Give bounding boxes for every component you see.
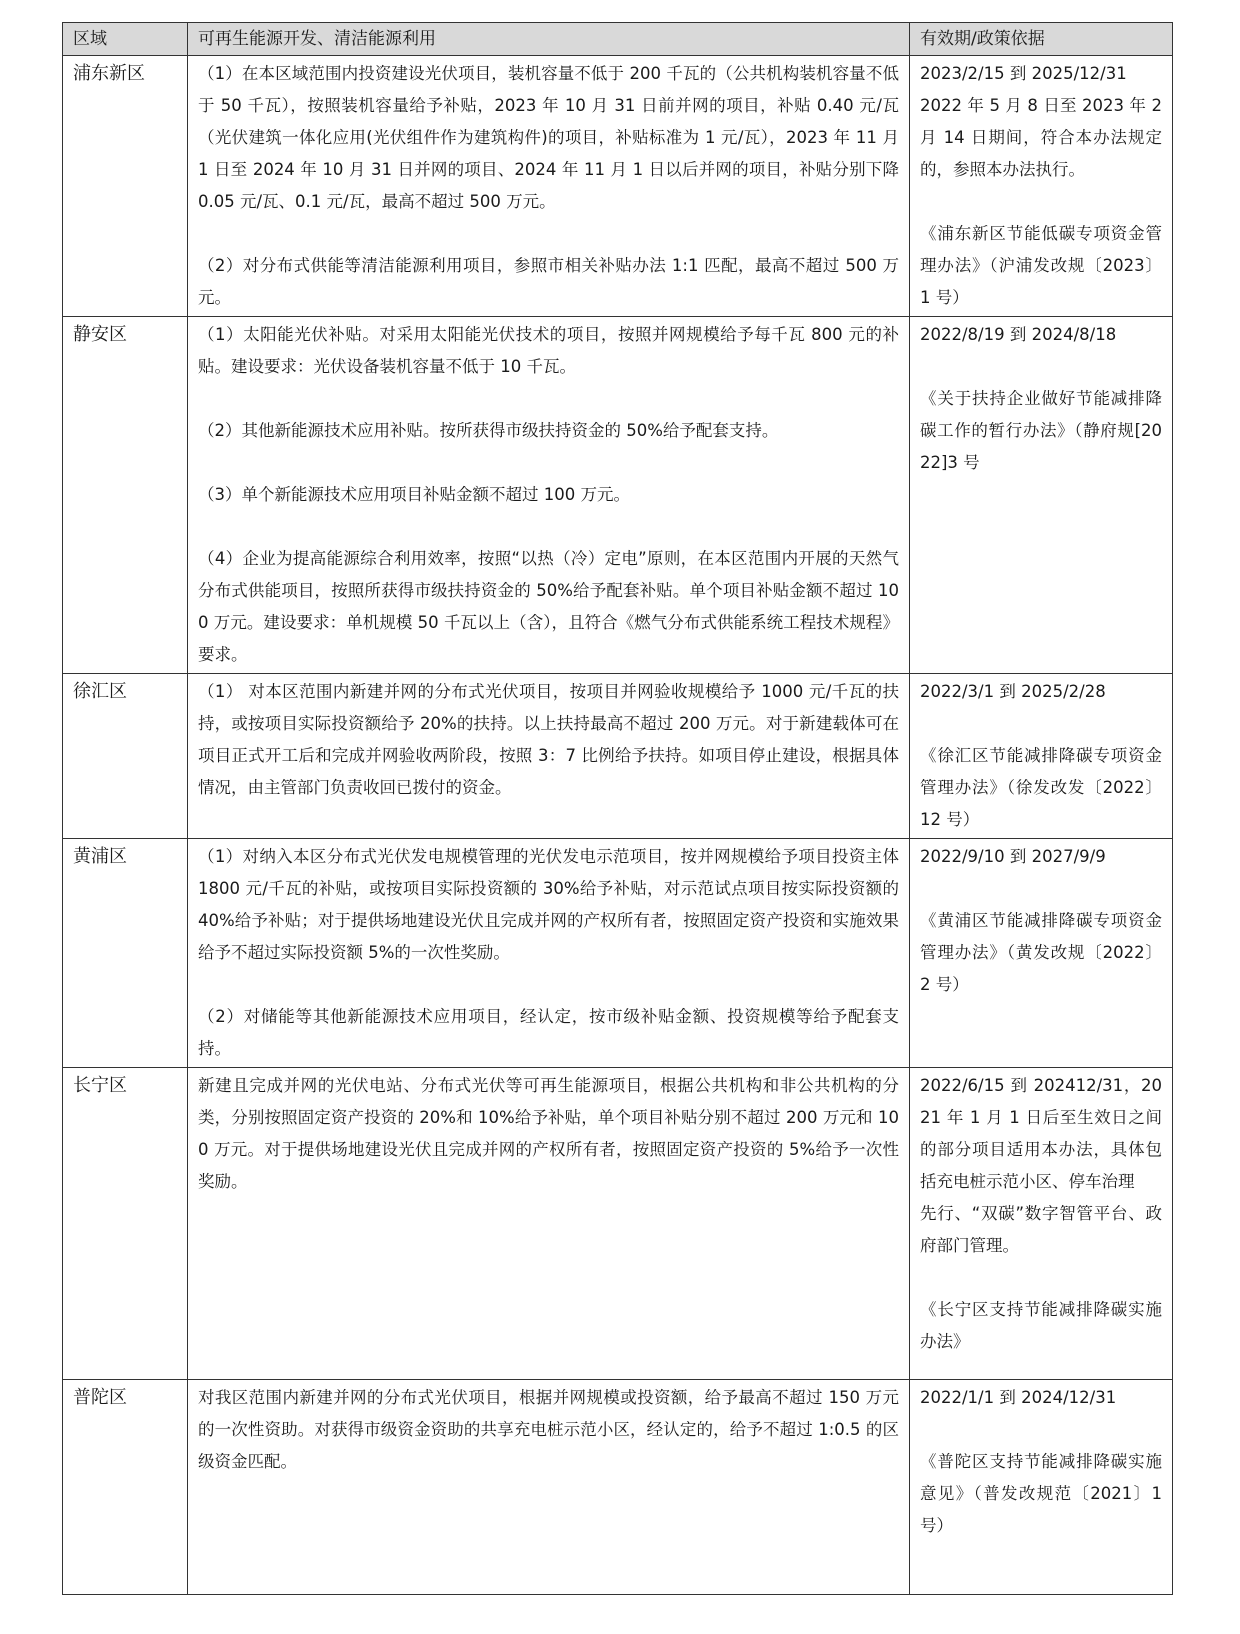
region-cell: 静安区: [63, 317, 188, 674]
validity-cell: [910, 56, 1173, 317]
validity-cell: [910, 1380, 1173, 1595]
header-validity: 有效期/政策依据: [910, 23, 1173, 56]
table-header-row: [63, 23, 1173, 56]
policy-table: [62, 22, 1173, 1595]
table-row: [63, 839, 1173, 1068]
validity-note: 2022 年 5 月 8 日至 2023 年 2 月 14 日期间，符合本办法规定的，参照本办法执行。: [920, 96, 1162, 179]
content-cell: [188, 1068, 910, 1380]
policy-basis: 《关于扶持企业做好节能减排降碳工作的暂行办法》（静府规[2022]3 号: [920, 389, 1162, 472]
region-cell: 普陀区: [63, 1380, 188, 1595]
table-row: [63, 674, 1173, 839]
header-content: 可再生能源开发、清洁能源利用: [188, 23, 910, 56]
region-cell: 黄浦区: [63, 839, 188, 1068]
content-cell: [188, 56, 910, 317]
validity-period: 2022/6/15 到 202412/31，2021 年 1 月 1 日后至生效日之间的部分项目适用本办法，具体包括充电桩示范小区、停车治理: [920, 1076, 1162, 1191]
validity-note: 先行、“双碳”数字智管平台、政府部门管理。: [920, 1204, 1162, 1255]
region-cell: 长宁区: [63, 1068, 188, 1380]
content-paragraph: （1）在本区域范围内投资建设光伏项目，装机容量不低于 200 千瓦的（公共机构装机容量不低于 50 千瓦），按照装机容量给予补贴，2023 年 10 月 31 日前并网的项目，补贴 0.40 元/瓦（光伏建筑一体化应用(光伏组件作为建筑构件)的项目，补贴标准为 1 元/瓦），2023 年 11 月 1 日至 2024 年 10 月 31 日并网的项目、2024 年 11 月 1 日以后并网的项目，补贴分别下降 0.05 元/瓦、0.1 元/瓦，最高不超过 500 万元。: [198, 64, 899, 211]
content-paragraph: 新建且完成并网的光伏电站、分布式光伏等可再生能源项目，根据公共机构和非公共机构的分类，分别按照固定资产投资的 20%和 10%给予补贴，单个项目补贴分别不超过 200 万元和 100 万元。对于提供场地建设光伏且完成并网的产权所有者，按照固定资产投资的 5%给予一次性奖励。: [198, 1076, 899, 1191]
content-cell: [188, 1380, 910, 1595]
content-paragraph: （2）对分布式供能等清洁能源利用项目，参照市相关补贴办法 1:1 匹配，最高不超过 500 万元。: [198, 256, 899, 307]
policy-basis: 《普陀区支持节能减排降碳实施意见》（普发改规范〔2021〕1 号）: [920, 1452, 1162, 1535]
policy-basis: 《徐汇区节能减排降碳专项资金管理办法》（徐发改发〔2022〕12 号）: [920, 746, 1162, 829]
document-page: [62, 22, 1172, 1595]
region-cell: 浦东新区: [63, 56, 188, 317]
content-paragraph: 对我区范围内新建并网的分布式光伏项目，根据并网规模或投资额，给予最高不超过 150 万元的一次性资助。对获得市级资金资助的共享充电桩示范小区，经认定的，给予不超过 1:0.5 的区级资金匹配。: [198, 1388, 899, 1471]
validity-period: 2022/9/10 到 2027/9/9: [920, 847, 1106, 866]
validity-period: 2022/3/1 到 2025/2/28: [920, 682, 1106, 701]
policy-basis: 《浦东新区节能低碳专项资金管理办法》（沪浦发改规〔2023〕1 号）: [920, 224, 1162, 307]
table-row: [63, 56, 1173, 317]
table-row: [63, 1068, 1173, 1380]
validity-cell: [910, 674, 1173, 839]
validity-period: 2022/8/19 到 2024/8/18: [920, 325, 1117, 344]
content-paragraph: （2）其他新能源技术应用补贴。按所获得市级扶持资金的 50%给予配套支持。: [198, 421, 779, 440]
header-region: 区域: [63, 23, 188, 56]
content-cell: [188, 317, 910, 674]
table-row: [63, 1380, 1173, 1595]
policy-basis: 《长宁区支持节能减排降碳实施办法》: [920, 1300, 1162, 1351]
policy-basis: 《黄浦区节能减排降碳专项资金管理办法》（黄发改规〔2022〕2 号）: [920, 911, 1162, 994]
content-paragraph: （4）企业为提高能源综合利用效率，按照“以热（冷）定电”原则，在本区范围内开展的天然气分布式供能项目，按照所获得市级扶持资金的 50%给予配套补贴。单个项目补贴金额不超过 100 万元。建设要求：单机规模 50 千瓦以上（含），且符合《燃气分布式供能系统工程技术规程》要求。: [198, 549, 899, 664]
validity-period: 2023/2/15 到 2025/12/31: [920, 64, 1127, 83]
table-row: [63, 317, 1173, 674]
validity-cell: [910, 317, 1173, 674]
content-paragraph: （1）对纳入本区分布式光伏发电规模管理的光伏发电示范项目，按并网规模给予项目投资主体 1800 元/千瓦的补贴，或按项目实际投资额的 30%给予补贴，对示范试点项目按实际投资额的 40%给予补贴；对于提供场地建设光伏且完成并网的产权所有者，按照固定资产投资和实施效果给予不超过实际投资额 5%的一次性奖励。: [198, 847, 899, 962]
content-paragraph: （3）单个新能源技术应用项目补贴金额不超过 100 万元。: [198, 485, 630, 504]
content-paragraph: （1）太阳能光伏补贴。对采用太阳能光伏技术的项目，按照并网规模给予每千瓦 800 元的补贴。建设要求：光伏设备装机容量不低于 10 千瓦。: [198, 325, 899, 376]
content-paragraph: （1） 对本区范围内新建并网的分布式光伏项目，按项目并网验收规模给予 1000 元/千瓦的扶持，或按项目实际投资额给予 20%的扶持。以上扶持最高不超过 200 万元。对于新建载体可在项目正式开工后和完成并网验收两阶段，按照 3：7 比例给予扶持。如项目停止建设，根据具体情况，由主管部门负责收回已拨付的资金。: [198, 682, 899, 797]
region-cell: 徐汇区: [63, 674, 188, 839]
validity-cell: [910, 839, 1173, 1068]
content-cell: [188, 674, 910, 839]
validity-cell: [910, 1068, 1173, 1380]
content-paragraph: （2）对储能等其他新能源技术应用项目，经认定，按市级补贴金额、投资规模等给予配套支持。: [198, 1007, 899, 1058]
validity-period: 2022/1/1 到 2024/12/31: [920, 1388, 1117, 1407]
content-cell: [188, 839, 910, 1068]
